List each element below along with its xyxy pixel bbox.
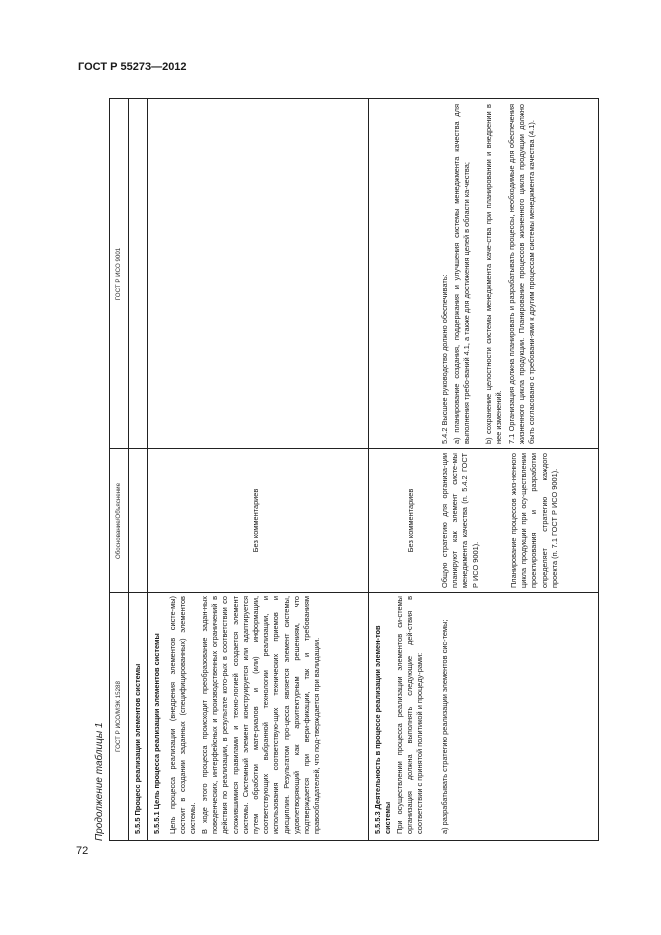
subsection-title-activities: 5.5.5.3 Деятельность в процессе реализации элемен-тов системы [373, 625, 393, 834]
comparison-table [109, 98, 599, 841]
row-divider [368, 99, 369, 840]
justification-strategy: Общую стратегию для организа-ции планируют как элемент систе-мы менеджмента качества (п. 5.4.2 ГОСТ Р ИСО 9001). [440, 453, 480, 588]
page-number: 72 [76, 845, 89, 857]
clause-5-4-2-b: b) сохранение целостности системы менеджмента каче-ства при планировании и внедрении в нее изменений. [484, 104, 504, 444]
process-description-paragraph: В ходе этого процесса происходит преобразование задан-ных поведенческих, интерфейсных и производственных ограничений в действия по реализации, в результате кото-рых в соответствии со сложившимися правилами и техно-логией создается элемент системы. Системный элемент конструируется или адаптируется путем обработки мате-риалов и (или) информации, соответствующих выбранной технологии реализации, и использования соответствую-щих технических приемов и дисциплин. Результатом про-цесса является элемент системы, удовлетворяющий как архитектурным решениям, что подтверждается при вери-фикации, так и требованиям правообладателей, что под-тверждается при валидации. [200, 596, 322, 834]
column-header-justification: Обоснование/Объяснение [115, 482, 122, 560]
column-header-iso-9001: ГОСТ Р ИСО 9001 [115, 247, 122, 301]
justification-no-comment: Без комментариев [406, 488, 415, 553]
document-header: ГОСТ Р 55273—2012 [78, 61, 187, 73]
subsection-title-purpose: 5.5.5.1 Цель процесса реализации элементов системы [152, 633, 161, 834]
table-caption: Продолжение таблицы 1 [94, 722, 105, 841]
justification-no-comment: Без комментариев [251, 488, 260, 553]
justification-planning: Планирование процессов жиз-ненного цикла продукции при осу-ществлении проектирования и разработки определяет стратегию каждого проекта (п. 7.1 ГОСТ Р ИСО 9001). [509, 453, 559, 588]
column-header-iso-15288: ГОСТ Р ИСО/МЭК 15288 [115, 681, 122, 752]
section-heading: 5.5.5 Процесс реализации элементов системы [133, 663, 142, 834]
row-divider [147, 99, 148, 840]
header-row-divider [128, 99, 129, 840]
clause-7-1: 7.1 Организация должна планировать и разрабатывать процессы, необходимые для обеспечения жизненного цикла продукции. Планирование процессов жизненного цикла продукции должно быть согласовано с требовани-ями к другим процессам системы менеджмента качества (4.1). [507, 104, 537, 444]
purpose-paragraph: Цель процесса реализации (внедрения элементов систе-мы) состоит в создании заданных (специфицированных) элементов системы. [168, 596, 198, 834]
activities-paragraph: При осуществлении процесса реализации элементов си-стемы организация должна выполнять следующие дей-ствия в соответствии с принятой политикой и процеду-рами: [395, 596, 425, 834]
item-a-strategy: а) разрабатывать стратегию реализации элементов сис-темы; [440, 619, 449, 834]
clause-5-4-2-a: а) планирование создания, поддержания и улучшения системы менеджмента качества для выполнения требо-ваний 4.1, а также для достижения целей в области ка-чества; [452, 104, 472, 444]
clause-5-4-2-intro: 5.4.2 Высшее руководство должно обеспечивать: [440, 274, 449, 444]
column-divider [110, 448, 598, 449]
column-divider [110, 592, 598, 593]
rotated-table-block [94, 98, 599, 841]
